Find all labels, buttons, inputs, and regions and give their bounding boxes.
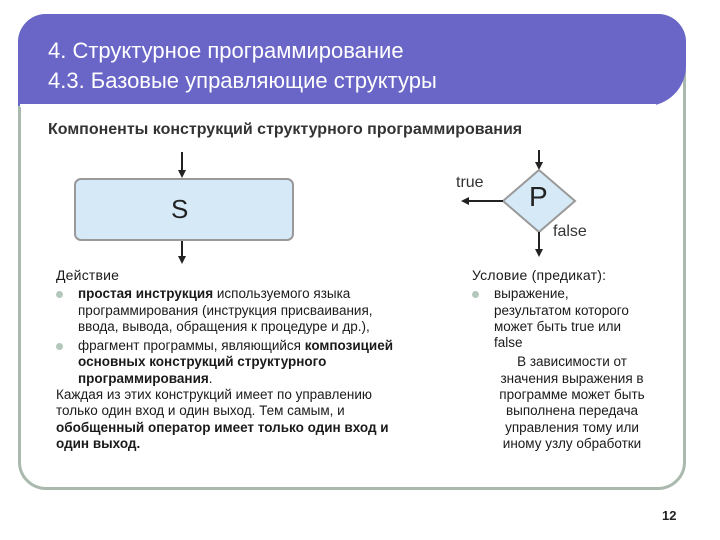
text: Каждая из этих конструкций имеет по управлению xyxy=(56,387,373,403)
text: может быть true или xyxy=(494,318,622,334)
text-block xyxy=(494,286,672,351)
bullet-icon xyxy=(472,291,479,298)
bullet-icon xyxy=(56,291,63,298)
text: выполнена передача xyxy=(505,403,639,419)
text: программирования (инструкция присваивания, xyxy=(78,302,373,318)
title-line-1: 4. Структурное программирование xyxy=(48,38,404,63)
text: иному узлу обработки xyxy=(502,435,642,451)
action-box-label: S xyxy=(171,194,189,224)
title-line-2: 4.3. Базовые управляющие структуры xyxy=(48,68,437,93)
section-heading: Компоненты конструкций структурного программирования xyxy=(48,121,523,138)
bold-text: обобщенный оператор имеет только один вход и xyxy=(56,419,389,435)
summary-paragraph xyxy=(56,387,458,452)
page-number: 12 xyxy=(662,508,677,523)
text: ввода, вывода, обращения к процедуре и др.), xyxy=(78,318,370,334)
bullet-icon xyxy=(56,343,63,350)
bold-text: композицией xyxy=(304,338,394,354)
action-heading: Действие xyxy=(56,267,120,283)
condition-paragraph xyxy=(472,354,672,452)
text: false xyxy=(494,335,523,351)
text: используемого языка xyxy=(213,286,351,302)
text: выражение, xyxy=(494,286,569,302)
false-branch-label: false xyxy=(553,223,587,240)
condition-label: P xyxy=(529,181,548,212)
bold-text: программирования xyxy=(78,370,209,386)
condition-description xyxy=(472,267,672,452)
text: значения выражения в xyxy=(500,370,644,386)
action-description xyxy=(56,267,458,452)
text: . xyxy=(208,370,213,386)
list-item xyxy=(56,286,458,335)
text: результатом которого xyxy=(494,302,629,318)
bold-text: один выход. xyxy=(56,435,141,451)
text: только один вход и один выход. Тем самым, и xyxy=(56,403,345,419)
text: фрагмент программы, являющийся xyxy=(78,338,305,354)
true-branch-label: true xyxy=(456,174,484,191)
text: программе может быть xyxy=(499,387,645,403)
list-item xyxy=(472,286,672,351)
bold-text: простая инструкция xyxy=(78,286,214,302)
text: В зависимости от xyxy=(517,354,627,370)
list-item xyxy=(56,338,458,387)
bold-text: основных конструкций структурного xyxy=(78,354,327,370)
text: управления тому или xyxy=(505,419,639,435)
condition-heading: Условие (предикат): xyxy=(472,267,607,283)
